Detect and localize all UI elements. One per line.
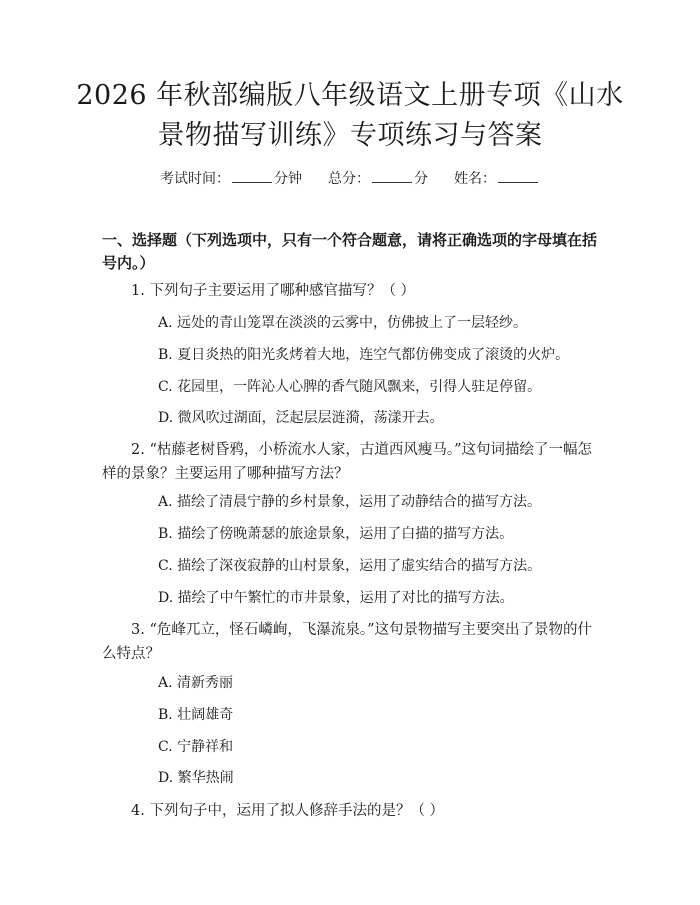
question-3-option-d: D. 繁华热闹 (158, 770, 234, 786)
document-title-line-2: 景物描写训练》专项练习与答案 (157, 120, 543, 151)
question-2-option-a: A. 描绘了清晨宁静的乡村景象，运用了动静结合的描写方法。 (158, 494, 542, 510)
question-2-option-d: D. 描绘了中午繁忙的市井景象，运用了对比的描写方法。 (158, 590, 514, 606)
question-1-option-a: A. 远处的青山笼罩在淡淡的云雾中，仿佛披上了一层轻纱。 (158, 315, 528, 331)
question-4-stem: 4. 下列句子中，运用了拟人修辞手法的是？（ ） (131, 803, 445, 819)
student-name-blank (498, 168, 538, 183)
exam-info-row (0, 168, 700, 189)
question-3-stem: 3. “危峰兀立，怪石嶙峋，飞瀑流泉。”这句景物描写主要突出了景物的什么特点？ (102, 622, 593, 662)
question-3-option-b: B. 壮阔雄奇 (158, 707, 234, 723)
question-1-option-d: D. 微风吹过湖面，泛起层层涟漪，荡漾开去。 (158, 410, 444, 426)
question-3-option-a: A. 清新秀丽 (158, 675, 234, 691)
question-2-stem: 2. “枯藤老树昏鸦，小桥流水人家，古道西风瘦马。”这句词描绘了一幅怎样的景象？主要运用了哪种描写方法？ (102, 442, 593, 482)
student-name-label: 姓名： (454, 171, 496, 187)
question-1-option-b: B. 夏日炎热的阳光炙烤着大地，连空气都仿佛变成了滚烫的火炉。 (158, 347, 570, 363)
section-heading-choice: 一、选择题（下列选项中，只有一个符合题意，请将正确选项的字母填在括号内。） (102, 231, 598, 272)
total-score-unit: 分 (414, 171, 428, 187)
document-title-line-1: 2026 年秋部编版八年级语文上册专项《山水 (76, 80, 624, 111)
total-score-label: 总分： (328, 171, 370, 187)
question-1-option-c: C. 花园里，一阵沁人心脾的香气随风飘来，引得人驻足停留。 (158, 379, 542, 395)
question-2-option-b: B. 描绘了傍晚萧瑟的旅途景象，运用了白描的描写方法。 (158, 526, 514, 542)
exam-time-label: 考试时间： (160, 171, 230, 187)
question-3-option-c: C. 宁静祥和 (158, 739, 234, 755)
exam-time-unit: 分钟 (274, 171, 302, 187)
exam-time-blank (232, 168, 272, 183)
question-2-option-c: C. 描绘了深夜寂静的山村景象，运用了虚实结合的描写方法。 (158, 558, 542, 574)
question-1-stem: 1. 下列句子主要运用了哪种感官描写？（ ） (131, 283, 416, 299)
total-score-blank (372, 168, 412, 183)
